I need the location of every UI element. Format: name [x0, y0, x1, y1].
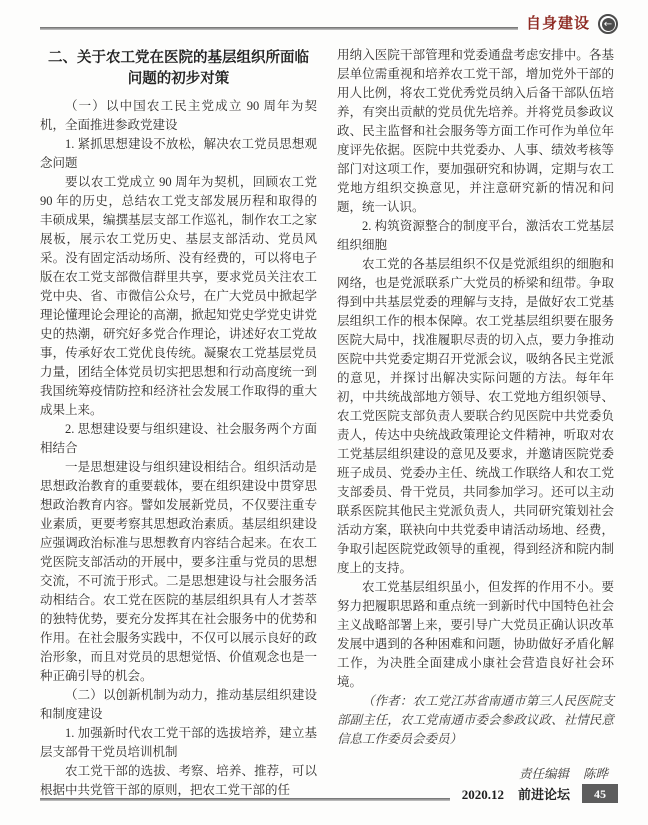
- paragraph-continuation: 用纳入医院干部管理和党委通盘考虑安排中。各基层单位需重视和培养农工党干部，增加党外干部的用人比例，将农工党优秀党员纳入后备干部队伍培养，有突出贡献的党员优先培养。并将党员参政议政、民主监督和社会服务等方面工作可作为单位年度评先依据。医院中共党委办、人事、绩效考核等部门对这项工作，要加强研究和协调，定期与农工党地方组织交换意见，并注意研究新的情况和问题，统一认识。: [337, 48, 614, 214]
- header-rule: [40, 27, 518, 30]
- journal-name: 前进论坛: [517, 787, 570, 802]
- subheading-one: （一）以中国农工民主党成立 90 周年为契机，全面推进参政党建设: [40, 99, 317, 132]
- circled-left-arrow-icon: [598, 14, 618, 34]
- footer-rule: [40, 798, 450, 801]
- editor-credit: [337, 765, 614, 784]
- paragraph: 农工党干部的选拔、考察、培养、推荐，可以根据中共党管干部的原则，把农工党干部的任: [40, 764, 317, 797]
- paragraph: 农工党的各基层组织不仅是党派组织的细胞和网络，也是党派联系广大党员的桥梁和纽带。争取得到中共基层党委的理解与支持，是做好农工党基层组织工作的根本保障。农工党基层组织要在服务医院大局中，找准履职尽责的切入点，要力争推动医院中共党委定期召开党派会议，吸纳各民主党派的意见，并探讨出解决实际问题的方法。每年年初，中共统战部地方领导、农工党地方组织领导、农工党医院支部负责人要联合约见医院中共党委负责人，传达中央统战政策理论文件精神，听取对农工党基层组织建设的意见及要求，并邀请医院党委班子成员、党委办主任、统战工作联络人和农工党支部委员、骨干党员，共同参加学习。还可以主动联系医院其他民主党派负责人，共同研究策划社会活动方案，联袂向中共党委申请活动场地、经费，争取引起医院党政领导的重视，得到经济和院内制度上的支持。: [337, 257, 614, 575]
- article-title-line2: 问题的初步对策: [127, 71, 230, 87]
- page-number-badge: 45: [582, 784, 618, 803]
- subheading-point-2b: 2. 构筑资源整合的制度平台，激活农工党基层组织细胞: [337, 219, 614, 252]
- editor-name: 陈晔: [582, 767, 608, 781]
- subheading-point-1: 1. 紧抓思想建设不放松，解决农工党员思想观念问题: [40, 137, 317, 170]
- article-title: [40, 48, 317, 90]
- subheading-two: （二）以创新机制为动力，推动基层组织建设和制度建设: [40, 688, 317, 721]
- author-note: （作者：农工党江苏省南通市第三人民医院支部副主任，农工党南通市委会参政议政、社情民意信息工作委员会委员）: [337, 694, 614, 746]
- page-footer: [40, 784, 618, 803]
- editor-label: 责任编辑: [518, 767, 569, 781]
- issue-date: 2020.12: [461, 787, 504, 802]
- subheading-point-2: 2. 思想建设要与组织建设、社会服务两个方面相结合: [40, 422, 317, 455]
- paragraph: 要以农工党成立 90 周年为契机，回顾农工党 90 年的历史，总结农工党支部发展历程和取得的丰硕成果，编撰基层支部工作巡礼，制作农工之家展板，展示农工党历史、基层支部活动、党员风采。没有固定活动场所、没有经费的，可以将电子版在农工党支部微信群里共享，要求党员关注农工党中央、省、市微信公众号，在广大党员中掀起学理论懂理论会理论的高潮，掀起知党史学党史讲党史的热潮，研究好多党合作理论，讲述好农工党故事，传承好农工党优良传统。凝聚农工党基层党员力量，团结全体党员切实把思想和行动高度统一到我国统筹疫情防控和经济社会发展工作取得的重大成果上来。: [40, 175, 317, 417]
- article-title-line1: 二、关于农工党在医院的基层组织所面临: [48, 50, 309, 66]
- left-column: [40, 46, 317, 797]
- paragraph: 农工党基层组织虽小，但发挥的作用不小。要努力把履职思路和重点统一到新时代中国特色社会主义战略部署上来，要引导广大党员正确认识改革发展中遇到的各种困难和问题，协助做好矛盾化解工作，为决胜全面建成小康社会营造良好社会环境。: [337, 580, 614, 689]
- section-label: 自身建设: [525, 15, 590, 32]
- paragraph: 一是思想建设与组织建设相结合。组织活动是思想政治教育的重要载体，要在组织建设中贯穿思想政治教育内容。譬如发展新党员，不仅要注重专业素质，更要考察其思想政治素质。基层组织建设应强调政治标准与思想教育内容结合起来。在农工党医院支部活动的开展中，要多注重与党员的思想交流，不可流于形式。二是思想建设与社会服务活动相结合。农工党在医院的基层组织具有人才荟萃的独特优势，要充分发挥其在社会服务中的优势和作用。在社会服务实践中，不仅可以展示良好的政治形象，而且对党员的思想觉悟、价值观念也是一种正确引导的机会。: [40, 460, 317, 683]
- right-column: [337, 46, 614, 781]
- page-header: [40, 14, 618, 33]
- subheading-point-1b: 1. 加强新时代农工党干部的选拔培养，建立基层支部骨干党员培训机制: [40, 726, 317, 759]
- left-arrow-glyph: ←: [602, 18, 615, 31]
